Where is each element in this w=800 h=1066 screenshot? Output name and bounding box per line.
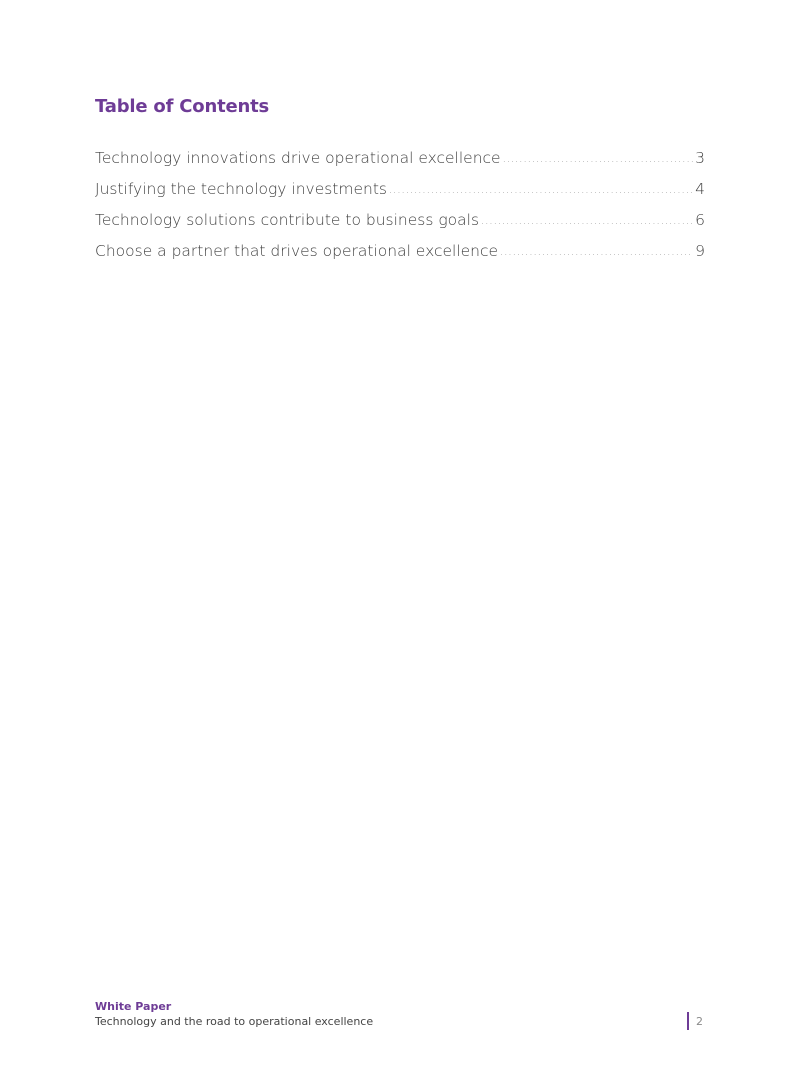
table-of-contents: [95, 93, 705, 271]
toc-entry-page: 9: [695, 242, 705, 260]
toc-entry-page: 3: [695, 149, 705, 167]
footer-page-number: 2: [696, 1014, 703, 1028]
toc-leader-dots: [503, 149, 694, 171]
footer-divider-bar: [687, 1012, 689, 1030]
toc-entry[interactable]: [95, 147, 705, 178]
toc-entry[interactable]: [95, 178, 705, 209]
toc-entry-label: Technology innovations drive operational excellence: [95, 149, 501, 167]
toc-entry-label: Choose a partner that drives operational excellence: [95, 242, 499, 260]
footer-page-indicator: [687, 1012, 703, 1030]
toc-entry[interactable]: [95, 240, 705, 271]
toc-entry-label: Technology solutions contribute to business goals: [95, 211, 480, 229]
footer-doc-type: White Paper: [95, 1000, 172, 1013]
toc-leader-dots: [389, 180, 693, 202]
toc-entry-page: 6: [695, 211, 705, 229]
toc-leader-dots: [481, 211, 693, 233]
toc-heading: Table of Contents: [95, 96, 270, 117]
toc-list: [95, 147, 705, 271]
footer-doc-title: Technology and the road to operational excellence: [95, 1015, 374, 1028]
toc-leader-dots: [500, 242, 693, 264]
toc-entry-page: 4: [695, 180, 705, 198]
toc-entry[interactable]: [95, 209, 705, 240]
page-footer: [95, 999, 705, 1029]
toc-entry-label: Justifying the technology investments: [95, 180, 387, 198]
